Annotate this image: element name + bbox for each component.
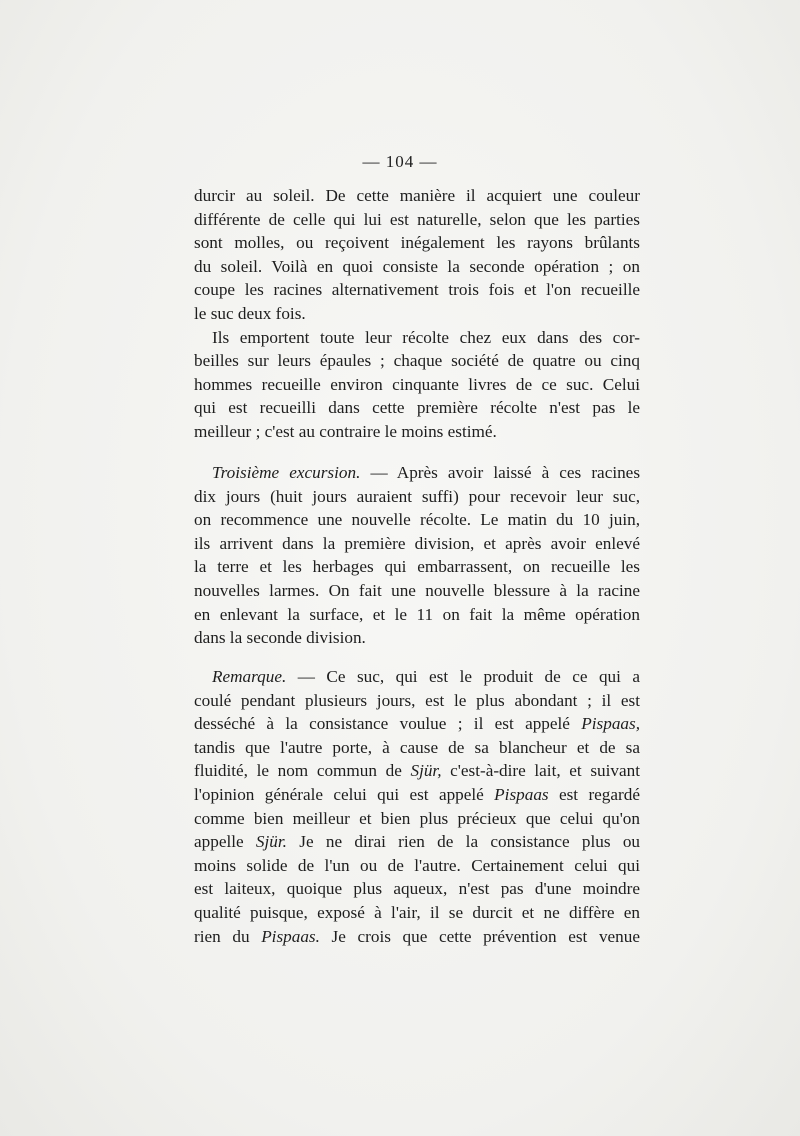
text-line: qualité puisque, exposé à l'air, il se durcit et ne diffère en — [194, 902, 640, 922]
body-text-top — [194, 184, 640, 444]
text-line: nouvelles larmes. On fait une nouvelle blessure à la racine — [194, 580, 640, 600]
text-line: différente de celle qui lui est naturelle, selon que les parties — [194, 209, 640, 229]
text-line: dix jours (huit jours auraient suffi) pour recevoir leur suc, — [194, 486, 640, 506]
text-line — [194, 665, 640, 689]
text-line: durcir au soleil. De cette manière il acquiert une couleur — [194, 186, 640, 205]
term-pispaas: Pispaas, — [581, 714, 640, 734]
term-pispaas: Pispaas. — [261, 926, 320, 946]
text-line: du soleil. Voilà en quoi consiste la seconde opération ; on — [194, 256, 640, 276]
text-line — [194, 925, 640, 949]
term-pispaas: Pispaas — [494, 784, 549, 804]
text-run: c'est-à-dire lait, et suivant — [441, 761, 640, 781]
text-run: fluidité, le nom commun de — [194, 761, 411, 781]
text-run: appelle — [194, 832, 256, 852]
page-number: — 104 — — [362, 152, 438, 171]
text-line: qui est recueilli dans cette première récolte n'est pas le — [194, 398, 640, 418]
text-line: est laiteux, quoique plus aqueux, n'est pas d'une moindre — [194, 879, 640, 899]
text-line: coupe les racines alternativement trois fois et l'on recueille — [194, 280, 640, 300]
text-line: la terre et les herbages qui embarrassent, on recueille les — [194, 557, 640, 577]
text-line: sont molles, ou reçoivent inégalement les rayons brûlants — [194, 233, 640, 253]
text-line: dans la seconde division. — [194, 628, 366, 648]
text-run: — Ce suc, qui est le produit de ce qui a — [286, 667, 640, 686]
text-line — [194, 759, 640, 783]
text-line: moins solide de l'un ou de l'autre. Certainement celui qui — [194, 855, 640, 875]
paragraph-remarque — [194, 665, 640, 948]
term-sjur: Sjür. — [255, 832, 287, 852]
text-run: rien du — [194, 926, 262, 946]
text-line: ils arrivent dans la première division, et après avoir enlevé — [194, 533, 640, 553]
text-line — [194, 783, 640, 807]
text-line — [194, 830, 640, 854]
text-line: le suc deux fois. — [194, 303, 306, 323]
text-line: tandis que l'autre porte, à cause de sa blancheur et de sa — [194, 737, 640, 757]
text-line: meilleur ; c'est au contraire le moins estimé. — [194, 421, 497, 441]
text-line: Ils emportent toute leur récolte chez eux dans des cor- — [212, 327, 640, 347]
text-run: Je ne dirai rien de la consistance plus ou — [286, 832, 641, 852]
text-line — [194, 461, 640, 485]
text-run: Je crois que cette prévention est venue — [319, 926, 640, 946]
text-line — [194, 712, 640, 736]
section-heading: Troisième excursion. — [212, 463, 361, 482]
text-line: coulé pendant plusieurs jours, est le plus abondant ; il est — [194, 690, 640, 710]
text-line: en enlevant la surface, et le 11 on fait la même opération — [194, 604, 640, 624]
text-run: desséché à la consistance voulue ; il est appelé — [194, 714, 582, 734]
text-line: beilles sur leurs épaules ; chaque société de quatre ou cinq — [194, 351, 640, 371]
term-sjur: Sjür, — [410, 761, 442, 781]
text-line: hommes recueille environ cinquante livres de ce suc. Celui — [194, 374, 640, 394]
text-run: — Après avoir laissé à ces racines — [360, 463, 641, 482]
paragraph-troisieme-excursion — [194, 461, 640, 650]
text-run: l'opinion générale celui qui est appelé — [194, 784, 495, 804]
text-line: on recommence une nouvelle récolte. Le matin du 10 juin, — [194, 510, 640, 530]
section-heading: Remarque. — [212, 667, 287, 686]
text-line: comme bien meilleur et bien plus précieux que celui qu'on — [194, 808, 640, 828]
text-run: est regardé — [548, 784, 640, 804]
